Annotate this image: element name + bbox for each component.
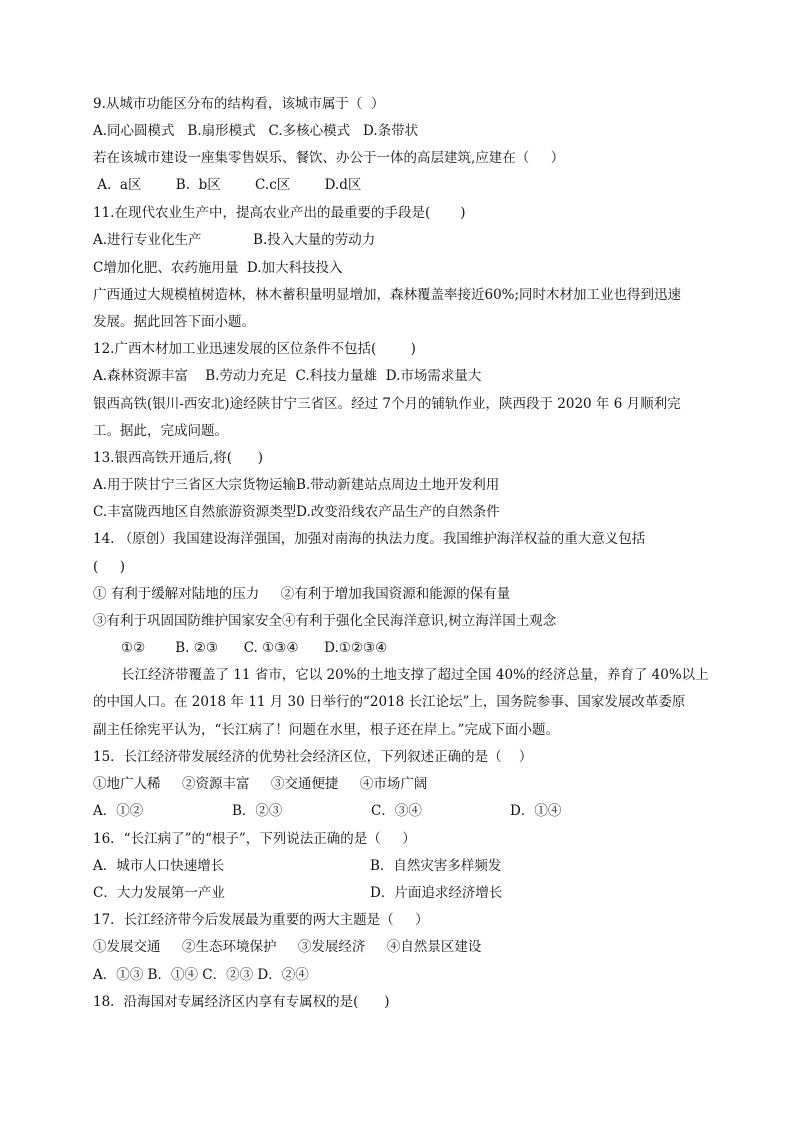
question-18: 18．沿海国对专属经济区内享有专属权的是( ): [93, 994, 390, 1010]
question-16-options-cd: [93, 885, 502, 901]
question-11-options-cd: C增加化肥、农药施用量 D.加大科技投入: [93, 260, 343, 276]
yangtze-passage-line-3: 副主任徐宪平认为，“长江病了！问题在水里，根子还在岸上。”完成下面小题。: [93, 722, 560, 738]
yangtze-passage-line-2: 的中国人口。在 2018 年 11 月 30 日举行的“2018 长江论坛”上，国务院参事、国家发展改革委原: [93, 694, 686, 710]
question-16: 16．“长江病了”的“根子”，下列说法正确的是（ ）: [93, 831, 416, 847]
option-d: D．①④: [510, 803, 562, 819]
question-17-options: A．①③ B．①④ C．②③ D．②④: [93, 967, 309, 983]
question-13-options-ab: A.用于陕甘宁三省区大宗货物运输B.带动新建站点周边土地开发利用: [93, 477, 500, 493]
yangtze-passage-line-1: 长江经济带覆盖了 11 省市，它以 20%的土地支撑了超过全国 40%的经济总量，养育了 40%以上: [121, 667, 709, 683]
question-11-options-ab: A.进行专业化生产 B.投入大量的劳动力: [93, 232, 376, 248]
question-14-line-2: ( ): [93, 559, 125, 575]
option-c: C．③④: [371, 803, 422, 819]
question-9-options: A.同心圆模式 B.扇形模式 C.多核心模式 D.条带状: [93, 123, 419, 139]
option-c: C．大力发展第一产业: [93, 885, 225, 901]
question-17-items: ①发展交通 ②生态环境保护 ③发展经济 ④自然景区建设: [93, 939, 482, 955]
question-12-options: A.森林资源丰富 B.劳动力充足 C.科技力量雄 D.市场需求量大: [93, 368, 482, 384]
yinxi-passage-line-1: 银西高铁(银川-西安北)途经陕甘宁三省区。经过 7个月的铺轨作业，陕西段于 2020 年 6 月顺利完: [93, 396, 681, 412]
question-12: 12.广西木材加工业迅速发展的区位条件不包括( ): [93, 341, 416, 357]
option-b: B．②③: [232, 803, 283, 819]
question-9: 9.从城市功能区分布的结构看，该城市属于（ ）: [93, 96, 385, 112]
question-14-line-1: 14. （原创）我国建设海洋强国，加强对南海的执法力度。我国维护海洋权益的重大意义包括: [93, 531, 646, 547]
option-a: A．①②: [93, 803, 144, 819]
question-16-options-ab: [93, 858, 501, 874]
question-14-options: ①② B. ②③ C. ①③④ D.①②③④: [121, 640, 388, 656]
option-b: B．自然灾害多样频发: [370, 858, 502, 874]
question-13: 13.银西高铁开通后,将( ): [93, 450, 264, 466]
question-14-statements-34: ③有利于巩固国防维护国家安全④有利于强化全民海洋意识,树立海洋国土观念: [93, 613, 557, 629]
question-10-options: A. a区 B. b区 C.c区 D.d区: [93, 177, 362, 193]
yinxi-passage-line-2: 工。据此，完成问题。: [93, 423, 228, 439]
question-11: 11.在现代农业生产中，提高农业产出的最重要的手段是( ): [93, 205, 466, 221]
guangxi-passage-line-1: 广西通过大规模植树造林，林木蓄积量明显增加，森林覆盖率接近60%;同时木材加工业也得到迅速: [93, 287, 682, 303]
question-15: 15．长江经济带发展经济的优势社会经济区位，下列叙述正确的是（ ）: [93, 749, 533, 765]
question-15-options: [93, 803, 561, 819]
option-a: A．城市人口快速增长: [93, 858, 225, 874]
question-14-statements-12: ① 有利于缓解对陆地的压力 ②有利于增加我国资源和能源的保有量: [93, 586, 511, 602]
question-13-options-cd: C.丰富陇西地区自然旅游资源类型D.改变沿线农产品生产的自然条件: [93, 504, 500, 520]
question-17: 17．长江经济带今后发展最为重要的两大主题是（ ）: [93, 912, 429, 928]
question-10: 若在该城市建设一座集零售娱乐、餐饮、办公于一体的高层建筑,应建在（ ）: [93, 150, 565, 166]
option-d: D．片面追求经济增长: [370, 885, 503, 901]
guangxi-passage-line-2: 发展。据此回答下面小题。: [93, 314, 255, 330]
question-15-items: ①地广人稀 ②资源丰富 ③交通便捷 ④市场广阔: [93, 776, 428, 792]
